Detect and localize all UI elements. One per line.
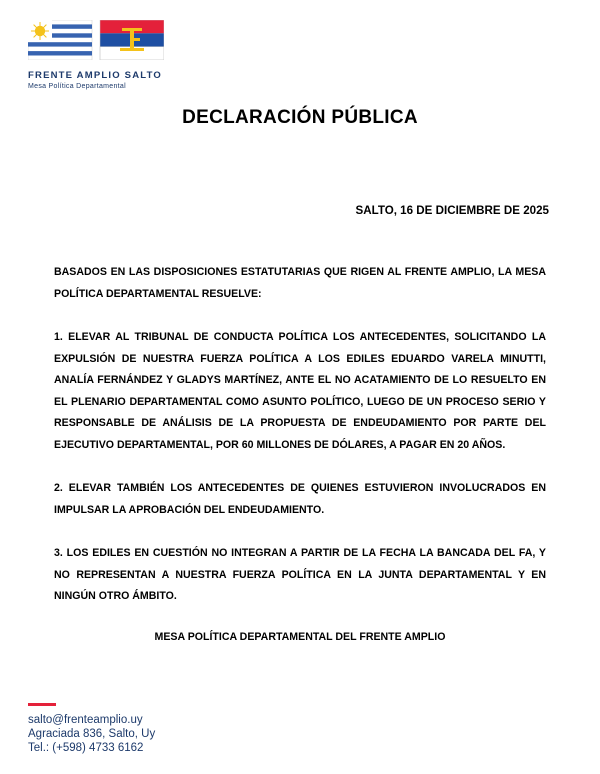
paragraph-resolution-2: 2. ELEVAR TAMBIÉN LOS ANTECEDENTES DE QUIENES ESTUVIERON INVOLUCRADOS EN IMPULSAR LA APROBACIÓN DEL ENDEUDAMIENTO. [54, 482, 546, 516]
frente-amplio-flag-icon [100, 20, 164, 60]
contact-phone: Tel.: (+598) 4733 6162 [28, 742, 144, 754]
contact-address: Agraciada 836, Salto, Uy [28, 728, 156, 740]
uruguay-flag-icon [28, 20, 92, 60]
footer-accent-line [28, 703, 56, 706]
header-flags [28, 20, 164, 60]
document-date: SALTO, 16 DE DICIEMBRE DE 2025 [355, 204, 549, 217]
org-name: FRENTE AMPLIO SALTO [28, 70, 162, 81]
paragraph-intro: BASADOS EN LAS DISPOSICIONES ESTATUTARIAS QUE RIGEN AL FRENTE AMPLIO, LA MESA POLÍTICA DEPARTAMENTAL RESUELVE: [54, 266, 546, 300]
contact-email[interactable]: salto@frenteamplio.uy [28, 714, 143, 726]
paragraph-resolution-3: 3. LOS EDILES EN CUESTIÓN NO INTEGRAN A PARTIR DE LA FECHA LA BANCADA DEL FA, Y NO REPRESENTAN A NUESTRA FUERZA POLÍTICA EN LA JUNTA DEPARTAMENTAL Y EN NINGÚN OTRO ÁMBITO. [54, 547, 546, 602]
page-title: DECLARACIÓN PÚBLICA [182, 107, 418, 128]
paragraph-resolution-1: 1. ELEVAR AL TRIBUNAL DE CONDUCTA POLÍTICA LOS ANTECEDENTES, SOLICITANDO LA EXPULSIÓN DE NUESTRA FUERZA POLÍTICA A LOS EDILES EDUARDO VARELA MINUTTI, ANALÍA FERNÁNDEZ Y GLADYS MARTÍNEZ, ANTE EL NO ACATAMIENTO DE LO RESUELTO EN EL PLENARIO DEPARTAMENTAL COMO ASUNTO POLÍTICO, LUEGO DE UN PROCESO SERIO Y RESPONSABLE DE ANÁLISIS DE LA PROPUESTA DE ENDEUDAMIENTO POR PARTE DEL EJECUTIVO DEPARTAMENTAL, POR 60 MILLONES DE DÓLARES, A PAGAR EN 20 AÑOS. [54, 331, 546, 451]
signature: MESA POLÍTICA DEPARTAMENTAL DEL FRENTE AMPLIO [154, 631, 446, 643]
org-subtitle: Mesa Política Departamental [28, 83, 126, 90]
